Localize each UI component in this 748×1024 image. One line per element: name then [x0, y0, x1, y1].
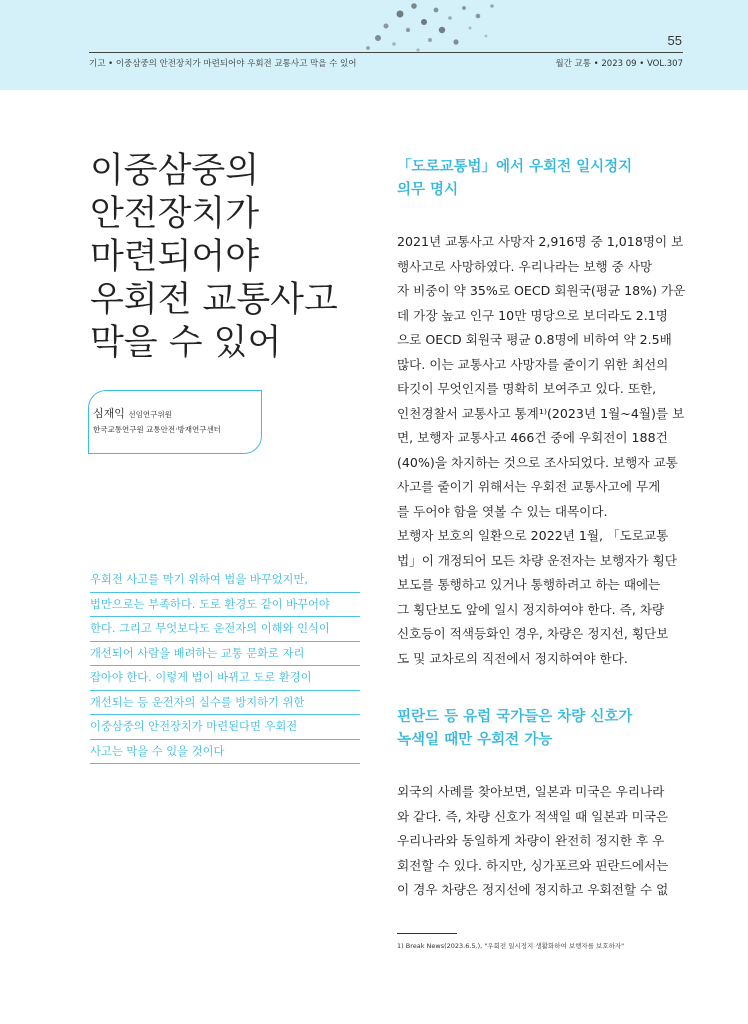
- heading-line: 「도로교통법」에서 우회전 일시정지: [397, 159, 633, 175]
- body-line: 데 가장 높고 인구 10만 명당으로 보더라도 2.1명: [397, 307, 668, 323]
- author-line: [93, 405, 172, 421]
- pullquote-line: 이중삼중의 안전장치가 마련된다면 우회전: [90, 715, 360, 740]
- body-line: 를 두어야 함을 엿볼 수 있는 대목이다.: [397, 503, 608, 519]
- author-name: 심재익: [93, 407, 125, 420]
- pullquote: [90, 568, 360, 764]
- running-header-right: 월간 교통 • 2023 09 • VOL.307: [555, 59, 683, 69]
- author-role: 선임연구위원: [128, 410, 172, 419]
- pullquote-line: 개선되는 등 운전자의 실수를 방지하기 위한: [90, 691, 360, 716]
- body-line: 많다. 이는 교통사고 사망자를 줄이기 위한 최선의: [397, 356, 669, 372]
- section1-heading: [397, 156, 685, 202]
- footnote-rule: [397, 933, 457, 934]
- body-line: 행사고로 사망하였다. 우리나라는 보행 중 사망: [397, 258, 653, 274]
- header-band: [0, 0, 748, 90]
- heading-line: 의무 명시: [397, 182, 459, 198]
- section1-heading-block: [397, 156, 685, 202]
- heading-line: 핀란드 등 유럽 국가들은 차량 신호가: [397, 709, 633, 725]
- pullquote-line: 우회전 사고를 막기 위하여 법을 바꾸었지만,: [90, 568, 360, 593]
- body-line: 보도를 통행하고 있거나 통행하려고 하는 때에는: [397, 577, 661, 592]
- body-line: 자 비중이 약 35%로 OECD 회원국(평균 18%) 가운: [397, 283, 686, 298]
- author-box: [88, 390, 262, 454]
- heading-line: 녹색일 때만 우회전 가능: [397, 732, 553, 748]
- decorative-dots: [360, 0, 500, 60]
- body-line: 와 같다. 즉, 차량 신호가 적색일 때 일본과 미국은: [397, 808, 669, 824]
- article-title: [90, 150, 380, 365]
- section1-body: [397, 230, 685, 671]
- body-line: 사고를 줄이기 위해서는 우회전 교통사고에 무게: [397, 479, 661, 494]
- body-line: (40%)을 차지하는 것으로 조사되었다. 보행자 교통: [397, 454, 678, 470]
- pullquote-line: 잡아야 한다. 이렇게 법이 바뀌고 도로 환경이: [90, 666, 360, 691]
- body-line: 인천경찰서 교통사고 통계¹⁾(2023년 1월~4월)를 보: [397, 405, 685, 421]
- pullquote-line: 법만으로는 부족하다. 도로 환경도 같이 바꾸어야: [90, 593, 360, 618]
- pullquote-line: 개선되어 사람을 배려하는 교통 문화로 자리: [90, 642, 360, 667]
- body-line: 타깃이 무엇인지를 명확히 보여주고 있다. 또한,: [397, 381, 657, 396]
- page-number: 55: [667, 33, 682, 48]
- section2-heading-block: [397, 706, 685, 752]
- body-line: 이 경우 차량은 정지선에 정지하고 우회전할 수 없: [397, 882, 669, 897]
- body-line: 면, 보행자 교통사고 466건 중에 우회전이 188건: [397, 430, 668, 445]
- author-affiliation: 한국교통연구원 교통안전·방재연구센터: [93, 425, 221, 434]
- body-line: 으로 OECD 회원국 평균 0.8명에 비하여 약 2.5배: [397, 332, 672, 347]
- title-line: 우회전 교통사고: [90, 280, 338, 320]
- pullquote-line: 한다. 그리고 무엇보다도 운전자의 이해와 인식이: [90, 617, 360, 642]
- body-line: 외국의 사례를 찾아보면, 일본과 미국은 우리나라: [397, 784, 665, 799]
- body-line: 2021년 교통사고 사망자 2,916명 중 1,018명이 보: [397, 234, 684, 249]
- body-line: 우리나라와 동일하게 차량이 완전히 정지한 후 우: [397, 833, 665, 848]
- title-line: 이중삼중의: [90, 151, 260, 191]
- running-header-left: 기고 • 이중삼중의 안전장치가 마련되어야 우회전 교통사고 막을 수 있어: [89, 59, 357, 69]
- body-line: 보행자 보호의 일환으로 2022년 1월, 「도로교통: [397, 528, 669, 543]
- header-rule: [89, 52, 683, 53]
- section2-body: [397, 780, 685, 903]
- body-line: 신호등이 적색등화인 경우, 차량은 정지선, 횡단보: [397, 626, 669, 641]
- pullquote-line: 사고는 막을 수 있을 것이다: [90, 740, 360, 765]
- body-line: 그 횡단보도 앞에 일시 정지하여야 한다. 즉, 차량: [397, 601, 665, 617]
- section2-heading: [397, 706, 685, 752]
- title-line: 막을 수 있어: [90, 323, 282, 363]
- title-line: 안전장치가: [90, 194, 260, 234]
- body-line: 법」이 개정되어 모든 차량 운전자는 보행자가 횡단: [397, 552, 677, 568]
- footnote: 1) Break News(2023.6.5.), "우회전 일시정지 생활화하여 보행자를 보호하자": [397, 942, 625, 950]
- body-line: 회전할 수 있다. 하지만, 싱가포르와 핀란드에서는: [397, 857, 669, 873]
- title-line: 마련되어야: [90, 237, 260, 277]
- body-line: 도 및 교차로의 직전에서 정지하여야 한다.: [397, 650, 628, 666]
